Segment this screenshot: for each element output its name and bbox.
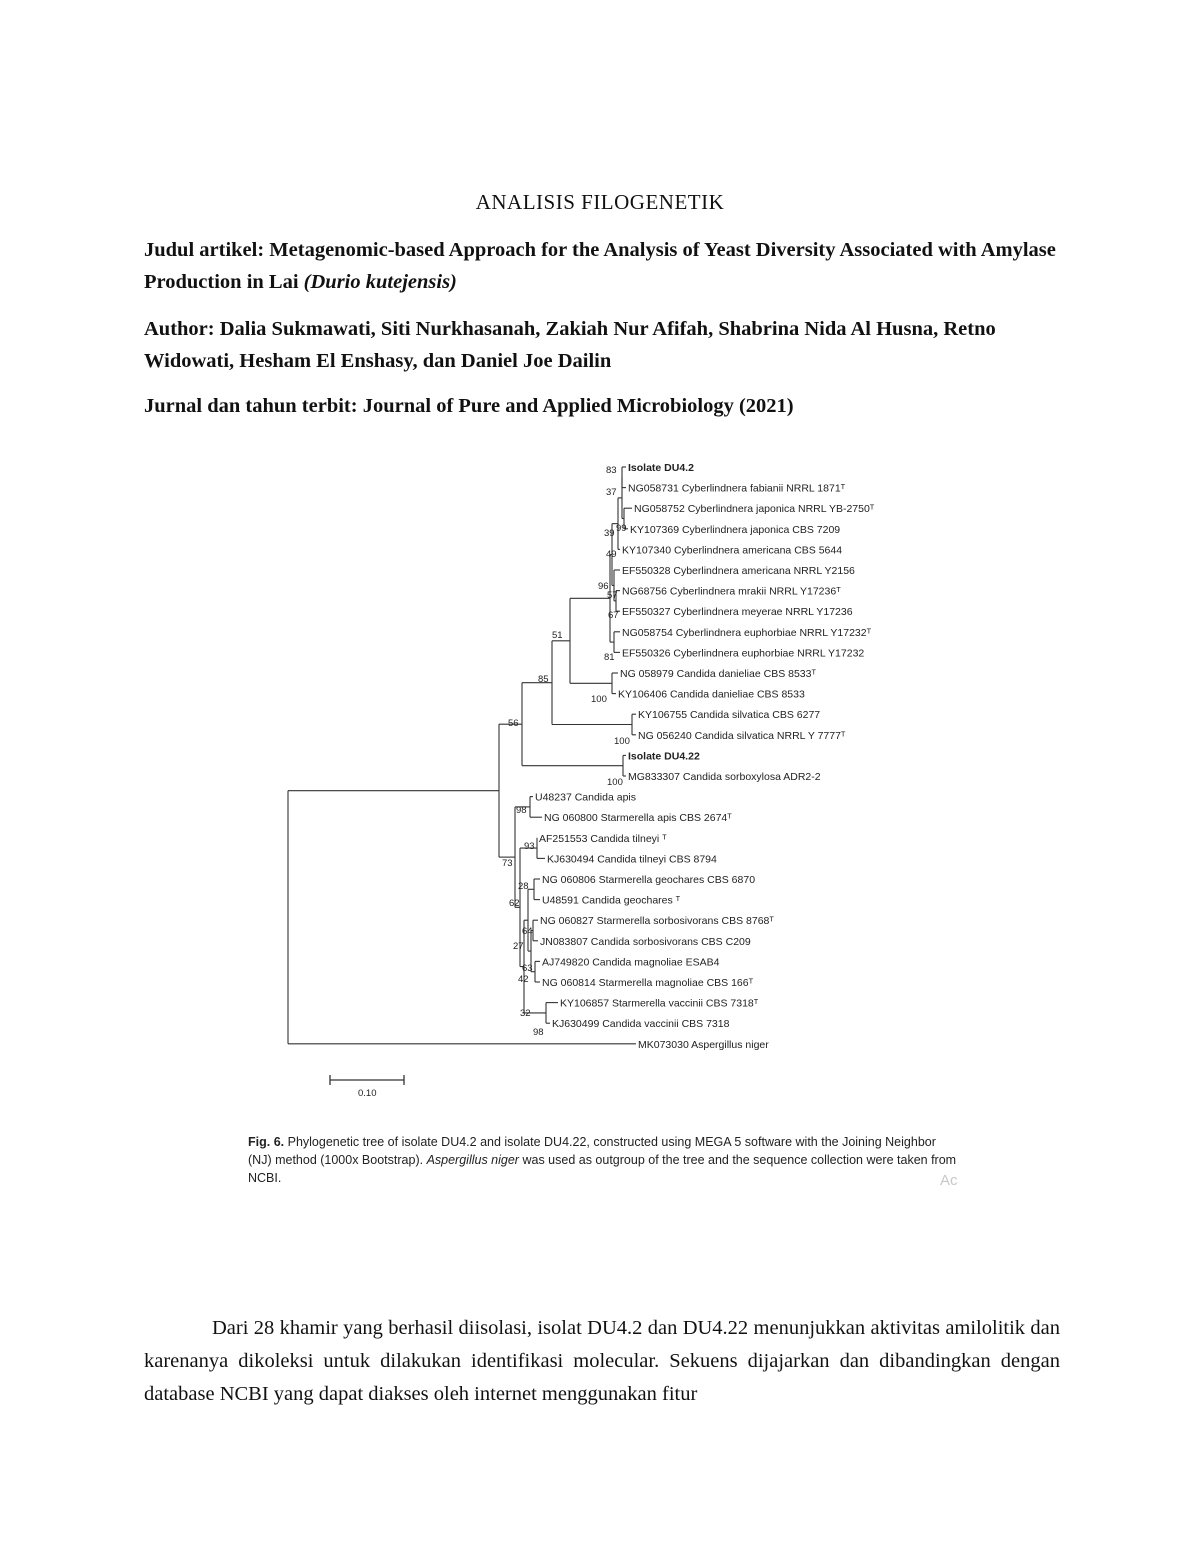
journal-label: Jurnal dan tahun terbit: [144, 395, 358, 417]
caption-italic: Aspergillus niger [426, 1153, 519, 1167]
bootstrap-value: 93 [524, 841, 535, 852]
bootstrap-value: 81 [604, 652, 615, 663]
bootstrap-value: 51 [552, 630, 563, 641]
author-line [144, 313, 1064, 377]
body-paragraph: Dari 28 khamir yang berhasil diisolasi, isolat DU4.2 dan DU4.22 menunjukkan aktivitas amilolitik dan karenanya dikoleksi untuk dilakukan identifikasi molecular. Sekuens dijajarkan dan dibandingkan dengan database NCBI yang dapat diakses oleh internet menggunakan fitur [144, 1317, 1060, 1405]
bootstrap-value: 56 [508, 718, 519, 729]
caption-text-2: was used as outgroup of the tree and the sequence collection were taken from NCBI. [248, 1153, 957, 1185]
tree-leaf-label: EF550326 Cyberlindnera euphorbiae NRRL Y17232 [622, 647, 865, 660]
phylogenetic-tree [0, 440, 1200, 1120]
figure-caption [248, 1133, 958, 1187]
bootstrap-value: 96 [598, 581, 609, 592]
tree-leaf-label: KY106755 Candida silvatica CBS 6277 [638, 709, 821, 722]
tree-leaf-label: KY107369 Cyberlindnera japonica CBS 7209 [630, 523, 841, 536]
tree-leaf-label: Isolate DU4.22 [628, 750, 700, 763]
author-label: Author: [144, 318, 215, 340]
tree-leaf-label: NG68756 Cyberlindnera mrakii NRRL Y17236ᵀ [622, 585, 841, 598]
judul-italic: (Durio kutejensis) [303, 271, 457, 293]
bootstrap-value: 100 [607, 777, 623, 788]
tree-leaf-label: U48591 Candida geochares ᵀ [542, 894, 681, 907]
journal-line [144, 390, 1064, 422]
tree-leaf-label: U48237 Candida apis [535, 791, 636, 804]
bootstrap-value: 57 [607, 590, 618, 601]
bootstrap-value: 67 [608, 610, 619, 621]
bootstrap-value: 63 [522, 963, 533, 974]
judul-text: Metagenomic-based Approach for the Analysis of Yeast Diversity Associated with Amylase Production in Lai [144, 239, 1056, 293]
tree-leaf-label: JN083807 Candida sorbosivorans CBS C209 [540, 935, 751, 948]
tree-leaf-label: EF550328 Cyberlindnera americana NRRL Y2156 [622, 565, 855, 577]
tree-leaf-label: EF550327 Cyberlindnera meyerae NRRL Y17236 [622, 606, 853, 619]
tree-leaf-label: NG058731 Cyberlindnera fabianii NRRL 1871ᵀ [628, 482, 846, 495]
watermark-text: Ac [940, 1172, 958, 1189]
caption-fig-label: Fig. 6. [248, 1135, 285, 1149]
bootstrap-value: 83 [606, 465, 617, 476]
tree-leaf-label: NG 058979 Candida danieliae CBS 8533ᵀ [620, 668, 817, 680]
tree-bootstrap-labels [502, 465, 630, 1038]
tree-leaf-label: NG058754 Cyberlindnera euphorbiae NRRL Y17232ᵀ [622, 626, 872, 639]
tree-leaf-label: AJ749820 Candida magnoliae ESAB4 [542, 956, 720, 969]
bootstrap-value: 37 [606, 487, 617, 498]
article-title-line [144, 234, 1064, 298]
bootstrap-value: 73 [502, 858, 513, 869]
tree-leaf-label: NG 056240 Candida silvatica NRRL Y 7777ᵀ [638, 729, 846, 742]
bootstrap-value: 62 [509, 898, 520, 909]
tree-leaf-label: MG833307 Candida sorboxylosa ADR2-2 [628, 771, 821, 783]
tree-leaf-labels [535, 462, 875, 1051]
scale-bar [330, 1075, 404, 1099]
tree-leaf-label: NG 060806 Starmerella geochares CBS 6870 [542, 874, 756, 886]
tree-leaf-label: KJ630494 Candida tilneyi CBS 8794 [547, 853, 717, 866]
caption-text-1: Phylogenetic tree of isolate DU4.2 and isolate DU4.22, constructed using MEGA 5 software with the Joining Neighbor (NJ) method (1000x Bootstrap). [248, 1135, 936, 1167]
tree-leaf-label: KJ630499 Candida vaccinii CBS 7318 [552, 1018, 730, 1031]
scale-bar-label: 0.10 [358, 1088, 377, 1099]
judul-label: Judul artikel: [144, 239, 265, 261]
bootstrap-value: 39 [604, 528, 615, 539]
bootstrap-value: 98 [533, 1027, 544, 1038]
page-title: ANALISIS FILOGENETIK [475, 190, 725, 214]
bootstrap-value: 64 [522, 926, 533, 937]
author-text: Dalia Sukmawati, Siti Nurkhasanah, Zakiah Nur Afifah, Shabrina Nida Al Husna, Retno Widowati, Hesham El Enshasy, dan Daniel Joe Dailin [144, 318, 996, 372]
bootstrap-value: 100 [591, 694, 607, 705]
tree-leaf-label: Isolate DU4.2 [628, 462, 694, 474]
bootstrap-value: 28 [518, 881, 529, 892]
bootstrap-value: 99 [616, 523, 627, 534]
bootstrap-value: 100 [614, 736, 630, 747]
journal-text: Journal of Pure and Applied Microbiology (2021) [362, 395, 794, 417]
bootstrap-value: 98 [516, 805, 527, 816]
tree-leaf-label: KY106857 Starmerella vaccinii CBS 7318ᵀ [560, 997, 759, 1010]
tree-leaf-label: NG 060814 Starmerella magnoliae CBS 166ᵀ [542, 977, 754, 989]
bootstrap-value: 49 [606, 549, 617, 560]
tree-leaf-label: MK073030 Aspergillus niger [638, 1038, 769, 1051]
tree-leaf-label: KY106406 Candida danieliae CBS 8533 [618, 688, 805, 701]
tree-leaf-label: KY107340 Cyberlindnera americana CBS 5644 [622, 544, 843, 557]
tree-leaf-label: NG 060827 Starmerella sorbosivorans CBS 8768ᵀ [540, 915, 774, 928]
bootstrap-value: 27 [513, 941, 524, 952]
bootstrap-value: 42 [518, 974, 529, 985]
bootstrap-value: 32 [520, 1008, 531, 1019]
tree-leaf-label: NG 060800 Starmerella apis CBS 2674ᵀ [544, 812, 732, 825]
tree-leaf-label: AF251553 Candida tilneyi ᵀ [539, 832, 667, 845]
tree-leaf-label: NG058752 Cyberlindnera japonica NRRL YB-2750ᵀ [634, 503, 875, 516]
bootstrap-value: 85 [538, 674, 549, 685]
